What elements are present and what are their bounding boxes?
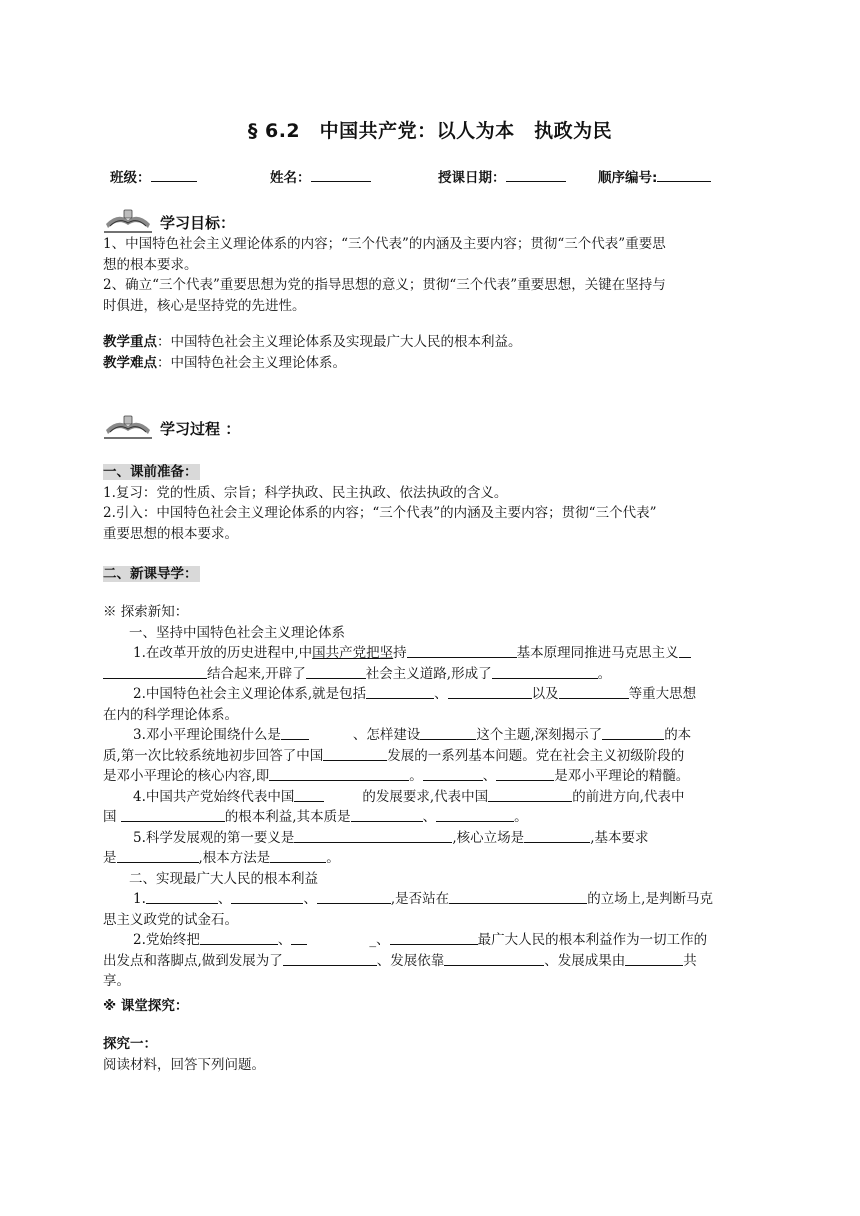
blank[interactable]: [117, 849, 199, 863]
objective-1-line-b: 想的根本要求。: [103, 256, 198, 273]
new-lesson-heading-row: [103, 564, 759, 585]
blank[interactable]: [496, 767, 554, 781]
student-info-row: [0, 166, 860, 188]
key-point-label: 教学重点: [103, 334, 157, 350]
date-field[interactable]: [438, 166, 566, 186]
class-label: 班级：: [110, 170, 151, 186]
part-1-heading: 一、坚持中国特色社会主义理论体系: [129, 624, 345, 641]
date-label: 授课日期：: [438, 170, 506, 186]
blank[interactable]: [407, 644, 517, 658]
blank[interactable]: [559, 685, 629, 699]
blank[interactable]: [351, 808, 423, 822]
teaching-focus: [103, 332, 759, 373]
question-3: 3.邓小平理论围绕什么是 、怎样建设 这个主题,深刻揭示了 的本: [133, 727, 692, 743]
blank[interactable]: [436, 808, 514, 822]
question-r2-cont: 出发点和落脚点,做到发展为了 、发展依靠 、发展成果由 共: [103, 952, 697, 969]
inquiry-section: [103, 1034, 759, 1075]
blank[interactable]: [449, 890, 587, 904]
name-blank[interactable]: [311, 167, 371, 182]
objective-1-line-a: 1、中国特色社会主义理论体系的内容；“三个代表”的内涵及主要内容；贯彻“三个代表”重要思: [103, 236, 666, 252]
blank[interactable]: [488, 788, 572, 802]
class-field[interactable]: [110, 166, 197, 186]
page-title: § 6.2 中国共产党：以人为本 执政为民: [247, 120, 613, 142]
objective-2-line-b: 时俱进，核心是坚持党的先进性。: [103, 297, 306, 314]
explore-label: ※ 探索新知：: [103, 604, 189, 620]
question-r1: 1. 、 、 ,是否站在 的立场上,是判断马克: [133, 891, 713, 907]
name-field[interactable]: [270, 166, 371, 186]
difficulty-label: 教学难点: [103, 354, 157, 371]
question-2: 2.中国特色社会主义理论体系,就是包括 、 以及 等重大思想: [133, 686, 697, 702]
blank[interactable]: [294, 829, 452, 843]
new-lesson-heading: 二、新课导学：: [103, 566, 198, 582]
pre-class-item-2-a: 2.引入：中国特色社会主义理论体系的内容；“三个代表”的内涵及主要内容；贯彻“三个代表”: [103, 505, 657, 521]
blank[interactable]: [306, 665, 366, 679]
objectives-text: [103, 234, 759, 316]
blank[interactable]: [366, 685, 434, 699]
classroom-heading: ※ 课堂探究：: [103, 998, 189, 1014]
blank[interactable]: [103, 665, 207, 679]
inquiry-1-heading: 探究一：: [103, 1036, 157, 1052]
blank[interactable]: [317, 890, 391, 904]
blank[interactable]: [294, 788, 324, 802]
objective-2-line-a: 2、确立“三个代表”重要思想为党的指导思想的意义；贯彻“三个代表”重要思想，关键在坚持与: [103, 277, 666, 293]
process-heading-label: 学习过程 ：: [160, 420, 241, 438]
objectives-heading-label: 学习目标：: [160, 214, 236, 232]
question-5: 5.科学发展观的第一要义是 ,核心立场是 ,基本要求: [133, 829, 649, 846]
pre-class-section: [103, 462, 759, 544]
blank[interactable]: [231, 890, 303, 904]
pre-class-item-2-b: 重要思想的根本要求。: [103, 525, 238, 542]
blank[interactable]: [679, 644, 691, 658]
blank[interactable]: [281, 726, 309, 740]
pre-class-item-1: 1.复习：党的性质、宗旨；科学执政、民主执政、依法执政的含义。: [103, 484, 508, 501]
blank[interactable]: [270, 849, 326, 863]
question-2-cont: 在内的科学理论体系。: [103, 706, 238, 723]
seq-blank[interactable]: [657, 167, 711, 182]
date-blank[interactable]: [506, 167, 566, 182]
question-3-cont-a: 质,第一次比较系统地初步回答了中国 发展的一系列基本问题。党在社会主义初级阶段的: [103, 747, 685, 764]
new-lesson-body: [103, 602, 759, 992]
question-4-cont: 国 的根本利益,其本质是 、 。: [103, 809, 528, 825]
blank[interactable]: [146, 890, 218, 904]
blank[interactable]: [390, 931, 478, 945]
question-r1-cont: 思主义政党的试金石。: [103, 911, 238, 928]
classroom-section: [103, 996, 759, 1017]
question-1-cont: 结合起来,开辟了 社会主义道路,形成了 。: [103, 664, 759, 685]
blank[interactable]: [423, 767, 483, 781]
blank[interactable]: [121, 808, 225, 822]
blank[interactable]: [625, 952, 683, 966]
pre-class-heading: 一、课前准备：: [103, 464, 198, 480]
blank[interactable]: [283, 952, 377, 966]
book-reading-icon: [104, 414, 152, 440]
blank[interactable]: [200, 931, 278, 945]
name-label: 姓名：: [270, 170, 311, 186]
seq-field[interactable]: [598, 166, 711, 186]
blank[interactable]: [492, 665, 598, 679]
part-2-heading: 二、实现最广大人民的根本利益: [129, 870, 318, 887]
seq-label: 顺序编号:: [598, 170, 658, 186]
blank[interactable]: [524, 829, 590, 843]
inquiry-instruction: 阅读材料，回答下列问题。: [103, 1056, 265, 1073]
key-point-text: ：中国特色社会主义理论体系及实现最广大人民的根本利益。: [157, 334, 522, 350]
question-1: 1.在改革开放的历史进程中,中国共产党把坚持 基本原理同推进马克思主义: [103, 643, 759, 664]
blank[interactable]: [420, 726, 476, 740]
class-blank[interactable]: [151, 167, 197, 182]
question-5-cont: 是 ,根本方法是 。: [103, 850, 340, 866]
book-reading-icon: [104, 208, 152, 234]
difficulty-text: ：中国特色社会主义理论体系。: [157, 354, 346, 371]
blank[interactable]: [444, 952, 544, 966]
question-r2-cont-2: 享。: [103, 973, 130, 989]
question-3-cont-b: 是邓小平理论的核心内容,即 。 、 是邓小平理论的精髓。: [103, 768, 690, 784]
question-4: 4.中国共产党始终代表中国 的发展要求,代表中国 的前进方向,代表中: [133, 788, 685, 805]
blank[interactable]: [323, 747, 387, 761]
blank[interactable]: [269, 767, 409, 781]
blank[interactable]: [291, 931, 307, 945]
blank[interactable]: [602, 726, 664, 740]
question-r2: 2.党始终把 、 _、 最广大人民的根本利益作为一切工作的: [133, 932, 708, 948]
blank[interactable]: [448, 685, 532, 699]
